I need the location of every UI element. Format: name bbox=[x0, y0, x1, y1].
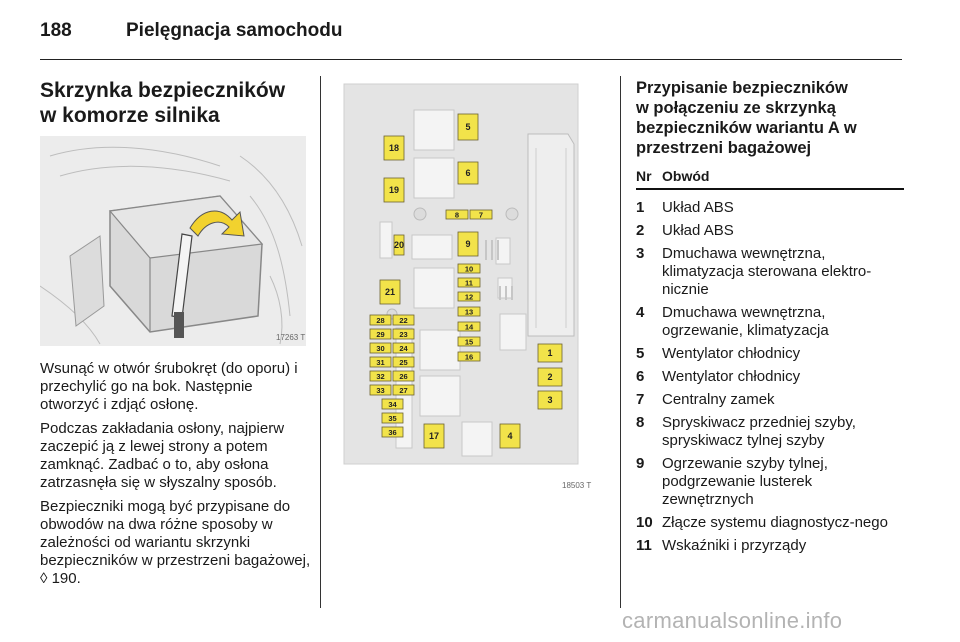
fuse-16 bbox=[458, 352, 480, 362]
fuse-14 bbox=[458, 322, 480, 332]
fuse-5 bbox=[458, 114, 478, 140]
fuse-25 bbox=[393, 357, 414, 367]
page-header bbox=[40, 14, 902, 54]
chapter-title: Pielęgnacja samochodu bbox=[126, 20, 343, 41]
fuse-34 bbox=[382, 399, 403, 409]
row-number: 3 bbox=[636, 245, 645, 262]
section-title bbox=[40, 78, 310, 128]
fuse-label: 29 bbox=[376, 330, 385, 339]
title-line: przestrzeni bagażowej bbox=[636, 139, 812, 157]
fuse-28 bbox=[370, 315, 391, 325]
column-divider-left bbox=[320, 76, 321, 608]
fuse-label: 15 bbox=[464, 337, 474, 347]
fuse-table-title bbox=[636, 78, 904, 158]
fuse-2 bbox=[538, 368, 562, 386]
fuse-3 bbox=[538, 391, 562, 409]
fuse-21 bbox=[380, 280, 400, 304]
fuse-10 bbox=[458, 264, 480, 274]
fuse-figure-id: 18503 T bbox=[562, 481, 592, 490]
row-number: 8 bbox=[636, 414, 645, 431]
section-title-line: Skrzynka bezpieczników bbox=[40, 79, 286, 102]
title-line: bezpieczników wariantu A w bbox=[636, 119, 857, 137]
row-number: 2 bbox=[636, 222, 645, 239]
table-row bbox=[636, 345, 904, 363]
table-row bbox=[636, 199, 904, 217]
fuse-31 bbox=[370, 357, 391, 367]
fuse-label: 3 bbox=[547, 395, 553, 405]
row-number: 6 bbox=[636, 368, 645, 385]
row-circuit: Układ ABS bbox=[662, 199, 734, 216]
row-number: 4 bbox=[636, 304, 645, 321]
engine-fusebox-illustration bbox=[40, 136, 306, 346]
section-title-line: w komorze silnika bbox=[40, 104, 220, 127]
fuse-label: 27 bbox=[399, 386, 408, 395]
fuse-22 bbox=[393, 315, 414, 325]
fuse-7 bbox=[470, 210, 492, 220]
fuse-table-body bbox=[636, 190, 904, 555]
column-header-circuit: Obwód bbox=[662, 168, 710, 184]
fuse-18 bbox=[384, 136, 404, 160]
paragraph-unclip: Wsunąć w otwór śrubokręt (do oporu) i przechylić go na bok. Następnie otworzyć i zdjąć osłonę. bbox=[40, 360, 298, 413]
fuse-label: 13 bbox=[464, 307, 474, 317]
title-line: w połączeniu ze skrzynką bbox=[636, 99, 836, 117]
fuse-label: 5 bbox=[465, 122, 471, 132]
fuse-label: 6 bbox=[465, 168, 471, 178]
fuse-33 bbox=[370, 385, 391, 395]
fuse-24 bbox=[393, 343, 414, 353]
fuse-4 bbox=[500, 424, 520, 448]
row-circuit: Wentylator chłodnicy bbox=[662, 345, 801, 362]
fuse-17 bbox=[424, 424, 444, 448]
fuse-label: 30 bbox=[376, 344, 385, 353]
title-line: Przypisanie bezpieczników bbox=[636, 79, 848, 97]
row-circuit: Wentylator chłodnicy bbox=[662, 368, 801, 385]
fuse-9 bbox=[458, 232, 478, 256]
row-circuit: Wskaźniki i przyrządy bbox=[662, 537, 807, 554]
row-circuit: Ogrzewanie szyby tylnej, podgrzewanie lusterek zewnętrznych bbox=[662, 455, 828, 508]
row-circuit: Spryskiwacz przedniej szyby, spryskiwacz tylnej szyby bbox=[662, 414, 856, 449]
fuse-label: 35 bbox=[388, 414, 397, 423]
fuse-11 bbox=[458, 278, 480, 288]
fuse-label: 34 bbox=[388, 400, 397, 409]
row-number: 10 bbox=[636, 514, 653, 531]
table-row bbox=[636, 391, 904, 409]
fuse-36 bbox=[382, 427, 403, 437]
fuse-label: 28 bbox=[376, 316, 385, 325]
fuse-label: 12 bbox=[464, 292, 474, 302]
fuse-30 bbox=[370, 343, 391, 353]
fuse-label: 21 bbox=[384, 287, 396, 297]
fuse-label: 4 bbox=[507, 431, 513, 441]
fuse-label: 9 bbox=[465, 239, 471, 249]
fuse-label: 20 bbox=[393, 240, 405, 250]
fuse-table-header bbox=[636, 166, 904, 190]
header-rule bbox=[40, 59, 902, 60]
fuse-label: 24 bbox=[399, 344, 408, 353]
fuse-label: 22 bbox=[399, 316, 408, 325]
watermark: carmanualsonline.info bbox=[622, 608, 843, 633]
row-number: 5 bbox=[636, 345, 645, 362]
table-row bbox=[636, 222, 904, 240]
fuse-label: 14 bbox=[464, 322, 474, 332]
fuse-32 bbox=[370, 371, 391, 381]
fuse-26 bbox=[393, 371, 414, 381]
fuse-6 bbox=[458, 162, 478, 184]
fuse-15 bbox=[458, 337, 480, 347]
fuse-label: 8 bbox=[454, 210, 460, 220]
fuse-label: 25 bbox=[399, 358, 408, 367]
fuse-box-diagram bbox=[336, 78, 608, 496]
fuse-27 bbox=[393, 385, 414, 395]
table-row bbox=[636, 368, 904, 386]
engine-illustration-svg bbox=[40, 136, 306, 346]
table-row bbox=[636, 245, 904, 299]
table-row bbox=[636, 304, 904, 340]
fuse-label: 19 bbox=[388, 185, 400, 195]
fuse-label: 7 bbox=[478, 210, 484, 220]
table-row bbox=[636, 455, 904, 509]
fuse-assignment-section bbox=[636, 78, 904, 555]
column-header-nr: Nr bbox=[636, 168, 652, 184]
table-row bbox=[636, 514, 904, 532]
fuse-label: 32 bbox=[376, 372, 385, 381]
row-circuit: Centralny zamek bbox=[662, 391, 775, 408]
table-row bbox=[636, 414, 904, 450]
row-number: 11 bbox=[636, 537, 652, 554]
fuse-label: 36 bbox=[388, 428, 397, 437]
row-circuit: Układ ABS bbox=[662, 222, 734, 239]
row-number: 1 bbox=[636, 199, 645, 216]
row-circuit: Dmuchawa wewnętrzna, klimatyzacja sterowana elektro-nicznie bbox=[662, 245, 872, 298]
page-number: 188 bbox=[40, 20, 72, 41]
fuse-29 bbox=[370, 329, 391, 339]
fuse-label: 33 bbox=[376, 386, 385, 395]
fuse-box-svg bbox=[336, 78, 608, 496]
row-circuit: Dmuchawa wewnętrzna, ogrzewanie, klimatyzacja bbox=[662, 304, 829, 339]
engine-figure-id: 17263 T bbox=[276, 333, 306, 342]
fuse-8 bbox=[446, 210, 468, 220]
fuse-label: 26 bbox=[399, 372, 408, 381]
fuse-label: 31 bbox=[376, 358, 385, 367]
fuse-label: 1 bbox=[547, 348, 553, 358]
row-circuit: Złącze systemu diagnostycz-nego bbox=[662, 514, 888, 531]
fuse-23 bbox=[393, 329, 414, 339]
fuse-12 bbox=[458, 292, 480, 302]
column-divider-right bbox=[620, 76, 621, 608]
fuse-label: 16 bbox=[464, 352, 474, 362]
table-row bbox=[636, 537, 904, 555]
fuse-label: 2 bbox=[547, 372, 553, 382]
fuse-13 bbox=[458, 307, 480, 317]
fuse-label: 23 bbox=[399, 330, 408, 339]
fuse-label: 10 bbox=[464, 264, 474, 274]
left-body-text bbox=[40, 360, 312, 594]
row-number: 9 bbox=[636, 455, 645, 472]
fuse-19 bbox=[384, 178, 404, 202]
fuse-label: 11 bbox=[465, 278, 473, 288]
fuse-1 bbox=[538, 344, 562, 362]
fuse-label: 18 bbox=[388, 143, 400, 153]
paragraph-refit: Podczas zakładania osłony, najpierw zaczepić ją z lewej strony a potem zamknąć. Zadbać o to, aby osłona zatrzasnęła się w słyszalny sposób. bbox=[40, 420, 285, 491]
row-number: 7 bbox=[636, 391, 645, 408]
fuse-35 bbox=[382, 413, 403, 423]
fuse-20 bbox=[394, 235, 404, 255]
paragraph-assignment: Bezpieczniki mogą być przypisane do obwodów na dwa różne sposoby w zależności od wariantu skrzynki bezpieczników w przestrzeni bagażowej, ◊ 190. bbox=[40, 498, 311, 587]
fuse-label: 17 bbox=[428, 431, 440, 441]
